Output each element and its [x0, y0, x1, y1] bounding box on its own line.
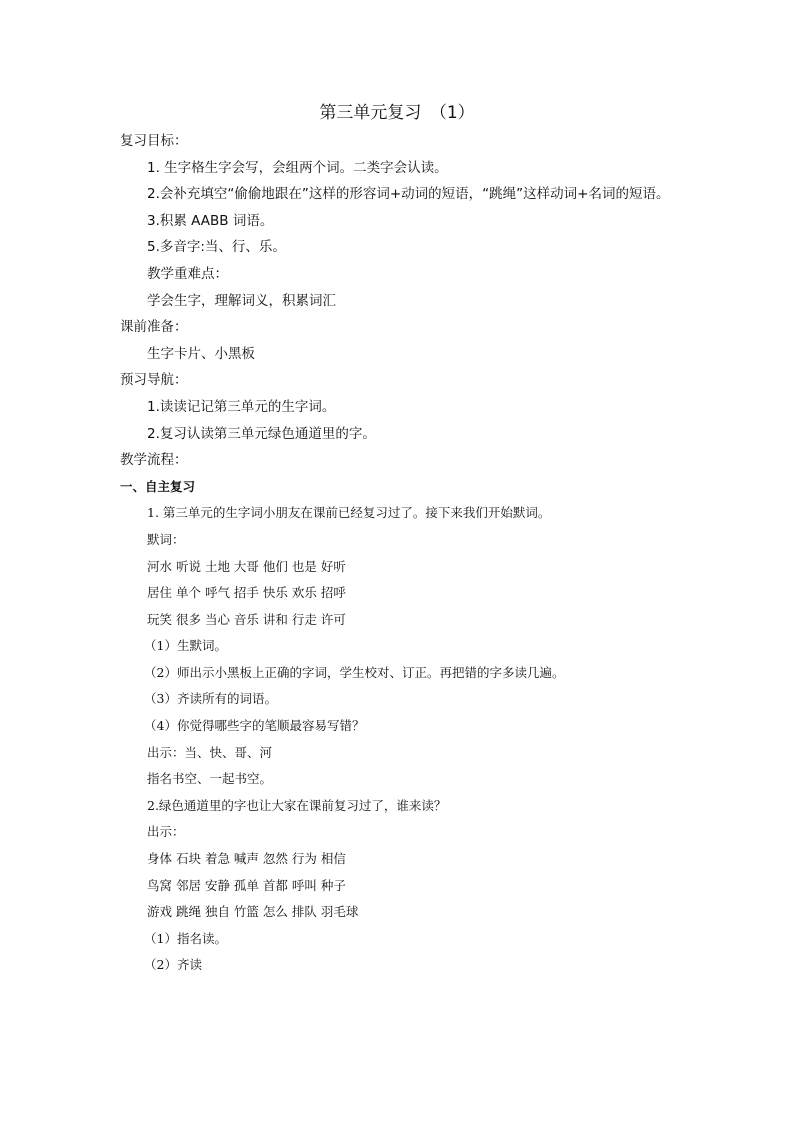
objective-item: 1. 生字格生字会写，会组两个词。二类字会认读。 [147, 159, 448, 176]
green-row: 鸟窝 邻居 安静 孤单 首都 呼叫 种子 [147, 877, 346, 893]
objective-item: 2.会补充填空“偷偷地跟在”这样的形容词+动词的短语，“跳绳”这样动词+名词的短语。 [147, 186, 670, 203]
objective-item: 3.积累 AABB 词语。 [147, 212, 274, 229]
sub-item: （1）生默词。 [144, 638, 227, 654]
prep-heading: 课前准备： [120, 319, 188, 336]
show-chars: 出示：当、快、哥、河 [147, 744, 273, 760]
sub-item: （4）你觉得哪些字的笔顺最容易写错？ [144, 718, 365, 734]
show-label: 出示： [147, 824, 185, 840]
step-two-item: （1）指名读。 [144, 930, 227, 946]
step-two: 2.绿色通道里的字也让大家在课前复习过了，谁来读？ [147, 797, 447, 813]
dictation-label: 默词： [147, 531, 185, 547]
document-body [120, 128, 680, 979]
preview-item: 2.复习认读第三单元绿色通道里的字。 [147, 425, 376, 442]
section-title: 一、自主复习 [120, 478, 196, 494]
objective-item: 5.多音字:当、行、乐。 [147, 239, 286, 256]
dictation-row: 居住 单个 呼气 招手 快乐 欢乐 招呼 [147, 585, 346, 601]
step-two-item: （2）齐读 [144, 957, 202, 973]
green-row: 游戏 跳绳 独自 竹篮 怎么 排队 羽毛球 [147, 904, 359, 920]
air-writing: 指名书空、一起书空。 [147, 771, 273, 787]
dictation-row: 河水 听说 土地 大哥 他们 也是 好听 [147, 558, 346, 574]
key-points-text: 学会生字，理解词义，积累词汇 [147, 292, 336, 309]
step-one: 1. 第三单元的生字词小朋友在课前已经复习过了。接下来我们开始默词。 [147, 505, 551, 521]
process-heading: 教学流程： [120, 452, 188, 469]
green-row: 身体 石块 着急 喊声 忽然 行为 相信 [147, 851, 346, 867]
dictation-row: 玩笑 很多 当心 音乐 讲和 行走 许可 [147, 611, 346, 627]
key-points-heading: 教学重难点： [147, 265, 228, 282]
preview-heading: 预习导航： [120, 372, 188, 389]
preview-item: 1.读读记记第三单元的生字词。 [147, 398, 336, 415]
page-title: 第三单元复习 （1） [319, 103, 475, 123]
sub-item: （3）齐读所有的词语。 [144, 691, 277, 707]
sub-item: （2）师出示小黑板上正确的字词，学生校对、订正。再把错的字多读几遍。 [144, 664, 565, 680]
prep-text: 生字卡片、小黑板 [147, 345, 255, 362]
objectives-heading: 复习目标： [120, 133, 188, 149]
